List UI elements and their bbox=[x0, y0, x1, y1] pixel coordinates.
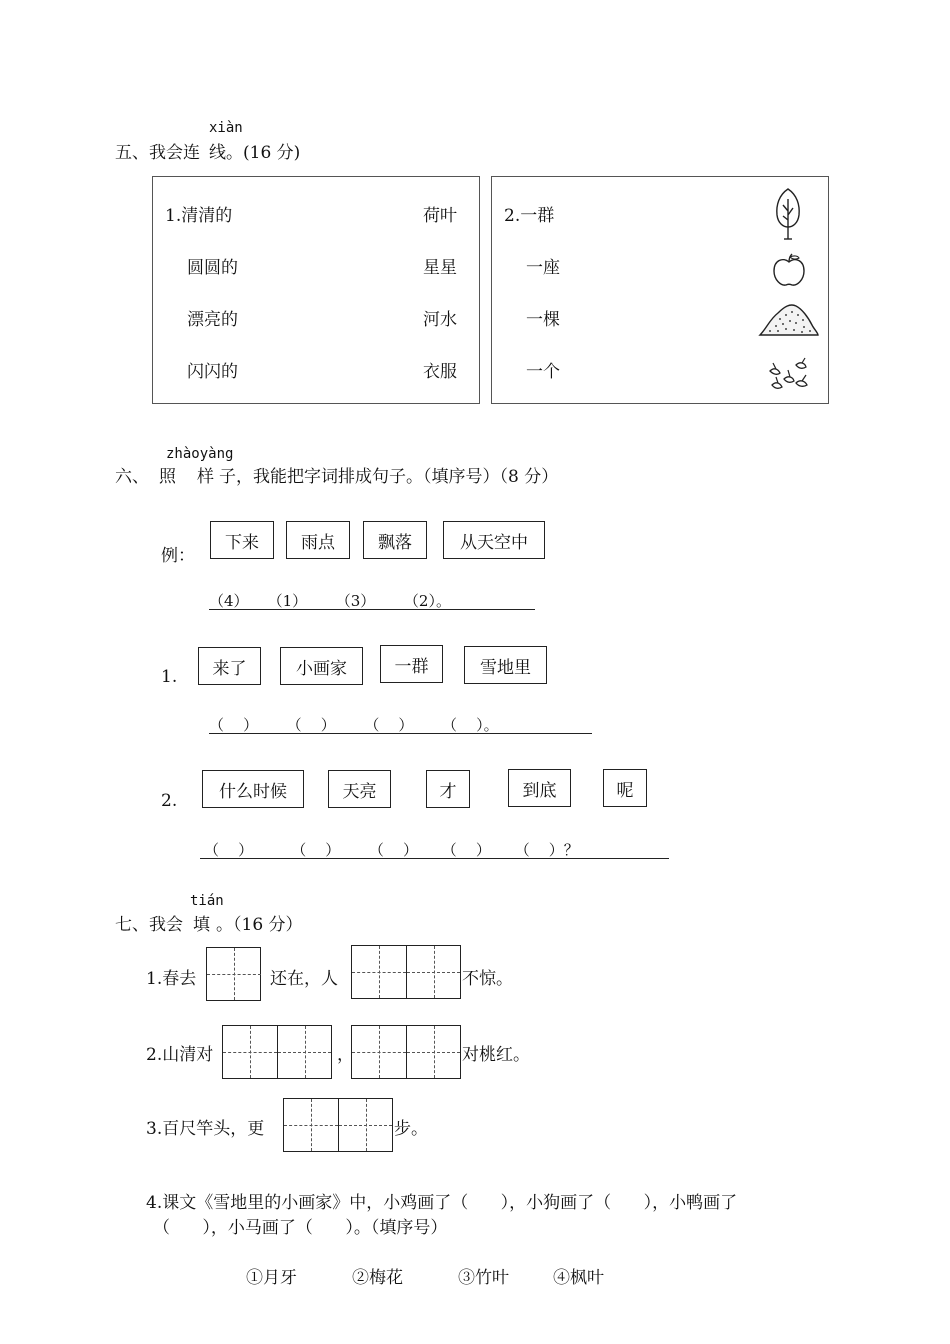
char-grid[interactable] bbox=[206, 947, 261, 1001]
q1-word-box: 一群 bbox=[380, 645, 443, 683]
adj-item[interactable]: 闪闪的 bbox=[187, 362, 238, 382]
q2-word-box: 呢 bbox=[603, 769, 647, 807]
q1-word-box: 雪地里 bbox=[464, 646, 547, 684]
example-word-box: 雨点 bbox=[286, 521, 350, 559]
measure-item[interactable]: 一座 bbox=[526, 258, 560, 278]
measure-item[interactable]: 一棵 bbox=[526, 310, 560, 330]
q1-word-box: 小画家 bbox=[280, 647, 363, 685]
left-matching-panel bbox=[152, 176, 480, 404]
noun-item[interactable]: 衣服 bbox=[423, 362, 457, 382]
apple-icon[interactable] bbox=[771, 253, 807, 289]
q2-word-box: 才 bbox=[426, 770, 470, 808]
noun-item[interactable]: 星星 bbox=[423, 258, 457, 278]
char-grid[interactable] bbox=[351, 945, 461, 999]
example-word-box: 从天空中 bbox=[443, 521, 545, 559]
poem-line2-c: 对桃红。 bbox=[462, 1045, 530, 1065]
measure-item[interactable]: 2.一群 bbox=[504, 206, 555, 226]
option-item: ①月牙 bbox=[246, 1268, 297, 1288]
char-grid[interactable] bbox=[283, 1098, 393, 1152]
poem-line1-a: 1.春去 bbox=[146, 969, 197, 989]
poem-line2-a: 2.山清对 bbox=[146, 1045, 214, 1065]
char-cell[interactable] bbox=[352, 1026, 406, 1078]
q2-number: 2. bbox=[161, 791, 178, 811]
section6-title: 六、 照 样 子，我能把字词排成句子。（填序号）（8 分） bbox=[115, 467, 559, 487]
question4-line2: （ ），小马画了（ ）。（填序号） bbox=[153, 1218, 448, 1238]
pinyin-tian: tián bbox=[190, 893, 224, 909]
char-cell[interactable] bbox=[406, 1026, 460, 1078]
q2-word-box: 到底 bbox=[508, 769, 571, 807]
poem-line1-b: 还在，人 bbox=[270, 969, 338, 989]
q1-word-box: 来了 bbox=[198, 647, 261, 685]
q2-blanks[interactable]: （ ） （ ） （ ） （ ） （ ）？ bbox=[204, 841, 579, 859]
right-matching-panel bbox=[491, 176, 829, 404]
adj-item[interactable]: 漂亮的 bbox=[187, 310, 238, 330]
char-cell[interactable] bbox=[352, 946, 406, 998]
char-grid[interactable] bbox=[222, 1025, 332, 1079]
adj-item[interactable]: 1.清清的 bbox=[165, 206, 233, 226]
char-cell[interactable] bbox=[284, 1099, 338, 1151]
noun-item[interactable]: 河水 bbox=[423, 310, 457, 330]
char-cell[interactable] bbox=[406, 946, 460, 998]
q2-word-box: 什么时候 bbox=[202, 770, 304, 808]
poem-line3-a: 3.百尺竿头，更 bbox=[146, 1119, 265, 1139]
noun-item[interactable]: 荷叶 bbox=[423, 206, 457, 226]
section5-title: 五、我会连 线。(16 分) bbox=[115, 143, 301, 163]
example-answer: （4） （1） （3） （2）。 bbox=[209, 592, 451, 610]
example-word-box: 下来 bbox=[210, 521, 274, 559]
char-cell[interactable] bbox=[207, 948, 261, 1000]
birds-icon[interactable] bbox=[766, 357, 812, 393]
pinyin-xian: xiàn bbox=[209, 120, 243, 136]
char-cell[interactable] bbox=[223, 1026, 277, 1078]
char-cell[interactable] bbox=[338, 1099, 392, 1151]
poem-line2-b: ， bbox=[337, 1045, 354, 1065]
section7-title: 七、我会 填 。（16 分） bbox=[115, 915, 303, 935]
q1-number: 1. bbox=[161, 667, 178, 687]
option-item: ③竹叶 bbox=[458, 1268, 509, 1288]
example-label: 例： bbox=[161, 546, 195, 566]
tree-icon[interactable] bbox=[773, 187, 803, 241]
hill-icon[interactable] bbox=[758, 301, 820, 339]
question4-line1: 4.课文《雪地里的小画家》中，小鸡画了（ ），小狗画了（ ），小鸭画了 bbox=[146, 1193, 738, 1213]
poem-line3-b: 步。 bbox=[394, 1119, 428, 1139]
option-item: ②梅花 bbox=[352, 1268, 403, 1288]
pinyin-zhaoyang: zhàoyàng bbox=[166, 446, 234, 462]
poem-line1-c: 不惊。 bbox=[462, 969, 513, 989]
char-grid[interactable] bbox=[351, 1025, 461, 1079]
measure-item[interactable]: 一个 bbox=[526, 362, 560, 382]
char-cell[interactable] bbox=[277, 1026, 331, 1078]
example-word-box: 飘落 bbox=[363, 521, 427, 559]
q2-word-box: 天亮 bbox=[328, 770, 391, 808]
q1-blanks[interactable]: （ ） （ ） （ ） （ ）。 bbox=[209, 716, 499, 734]
option-item: ④枫叶 bbox=[553, 1268, 604, 1288]
adj-item[interactable]: 圆圆的 bbox=[187, 258, 238, 278]
